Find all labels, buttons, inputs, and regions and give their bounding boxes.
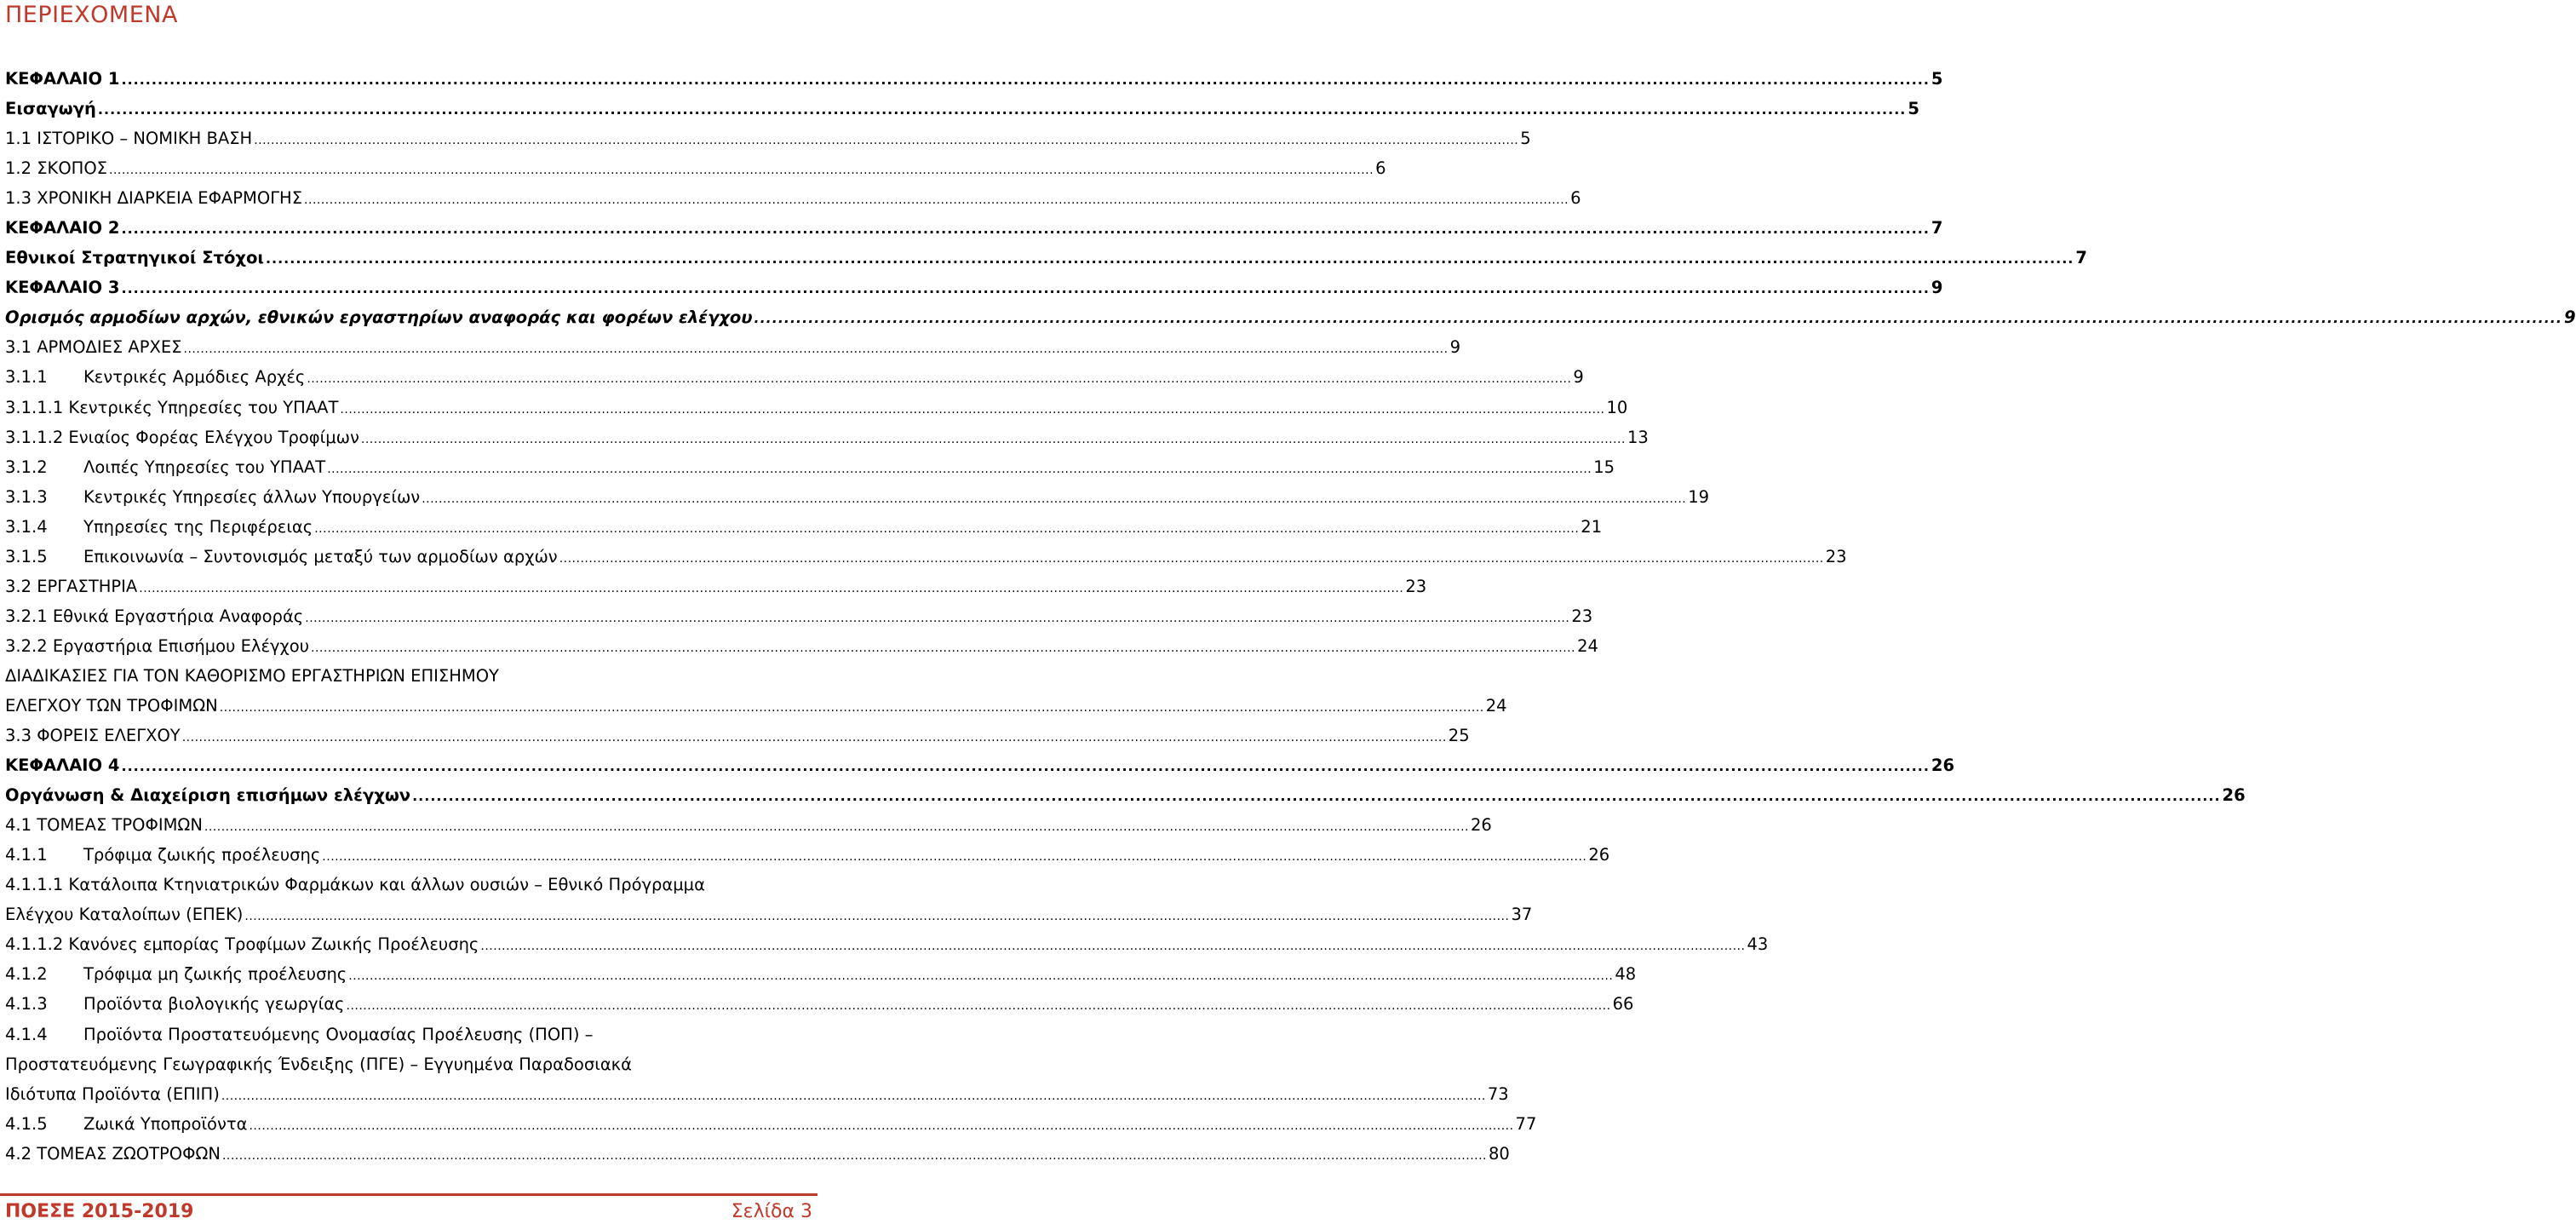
toc-leader-dots: ............................................................................................................................................................................................................................................................................................................: [754, 310, 2562, 327]
toc-entry[interactable]: [5, 691, 1507, 721]
toc-entry-title: [5, 542, 558, 572]
toc-entry[interactable]: [5, 243, 2087, 273]
toc-entry-text: ΔΙΑΔΙΚΑΣΙΕΣ ΓΙΑ ΤΟΝ ΚΑΘΟΡΙΣΜΟ ΕΡΓΑΣΤΗΡΙΩΝ ΕΠΙΣΗΜΟΥ: [5, 665, 499, 686]
toc-entry-text: Εισαγωγή: [5, 99, 96, 119]
toc-entry-number: 3.1.3: [5, 486, 48, 507]
toc-leader-dots: ............................................................................................................................................................................................................................................................................................................: [314, 521, 1580, 536]
footer-document-title: ΠΟΕΣΕ 2015-2019: [5, 1201, 194, 1222]
toc-entry[interactable]: [5, 989, 1634, 1019]
toc-entry[interactable]: [5, 302, 2576, 332]
toc-entry[interactable]: [5, 213, 1943, 243]
toc-leader-dots: ............................................................................................................................................................................................................................................................................................................: [219, 700, 1484, 715]
toc-entry-title: [5, 1139, 221, 1169]
toc-entry[interactable]: [5, 870, 812, 900]
toc-leader-dots: ............................................................................................................................................................................................................................................................................................................: [244, 910, 1510, 924]
toc-entry-title: [5, 362, 305, 392]
toc-leader-dots: ............................................................................................................................................................................................................................................................................................................: [221, 1089, 1486, 1103]
toc-leader-dots: ............................................................................................................................................................................................................................................................................................................: [109, 164, 1374, 178]
toc-page-number: 37: [1511, 905, 1533, 925]
toc-entry-title: [5, 94, 96, 124]
toc-leader-dots: ............................................................................................................................................................................................................................................................................................................: [139, 581, 1404, 595]
toc-entry-title: [5, 213, 119, 243]
toc-entry-text: Προστατευόμενης Γεωγραφικής Ένδειξης (ΠΓΕ) – Εγγυημένα Παραδοσιακά: [5, 1054, 633, 1074]
toc-entry-text: Τρόφιμα μη ζωικής προέλευσης: [83, 964, 347, 985]
toc-entry[interactable]: [5, 94, 1919, 124]
toc-entry[interactable]: [5, 64, 1943, 94]
toc-entry-text: 3.1.1.2 Ενιαίος Φορέας Ελέγχου Τροφίμων: [5, 427, 359, 447]
toc-leader-dots: ............................................................................................................................................................................................................................................................................................................: [121, 280, 1930, 297]
toc-entry-title: [5, 273, 119, 302]
toc-entry-number: 3.1.2: [5, 457, 48, 477]
toc-entry-number: 4.1.5: [5, 1113, 48, 1134]
toc-page-number: 9: [1449, 337, 1460, 358]
toc-entry[interactable]: [5, 900, 1533, 929]
toc-page-number: 10: [1606, 397, 1628, 417]
footer-divider: [0, 1193, 818, 1196]
toc-page-number: 43: [1747, 934, 1769, 955]
toc-entry-text: ΚΕΦΑΛΑΙΟ 1: [5, 69, 120, 89]
toc-page-number: 25: [1448, 726, 1470, 746]
toc-leader-dots: ............................................................................................................................................................................................................................................................................................................: [348, 969, 1614, 984]
toc-page-number: 26: [1588, 845, 1610, 865]
toc-entry-text: Εθνικοί Στρατηγικοί Στόχοι: [5, 248, 264, 268]
toc-entry-text: 3.1.1.1 Κεντρικές Υπηρεσίες του ΥΠΑΑΤ: [5, 397, 339, 417]
toc-entry-title: [5, 452, 325, 482]
toc-entry-text: 4.1.1.2 Κανόνες εμπορίας Τροφίμων Ζωικής Προέλευσης: [5, 934, 479, 955]
toc-entry-title: [5, 601, 303, 631]
toc-entry-title: [5, 482, 420, 512]
toc-entry-text: 1.3 ΧΡΟΝΙΚΗ ΔΙΑΡΚΕΙΑ ΕΦΑΡΜΟΓΗΣ: [5, 188, 303, 209]
toc-page-number: 9: [2563, 308, 2576, 328]
toc-entry[interactable]: [5, 422, 1649, 452]
toc-entry[interactable]: [5, 810, 1492, 840]
toc-entry-text: ΚΕΦΑΛΑΙΟ 3: [5, 278, 120, 298]
toc-entry-text: Προϊόντα βιολογικής γεωργίας: [83, 994, 345, 1014]
toc-entry-text: Κεντρικές Αρμόδιες Αρχές: [83, 367, 306, 388]
toc-entry-text: Οργάνωση & Διαχείριση επισήμων ελέγχων: [5, 785, 411, 806]
table-of-contents: [5, 64, 2576, 1169]
toc-entry[interactable]: [5, 362, 1584, 392]
toc-entry[interactable]: [5, 959, 1637, 989]
toc-page-number: 26: [2222, 785, 2246, 806]
toc-entry-title: [5, 183, 302, 213]
toc-entry-text: Υπηρεσίες της Περιφέρειας: [83, 516, 313, 537]
toc-entry-title: [5, 631, 309, 661]
toc-page-number: 77: [1515, 1113, 1537, 1134]
toc-page-number: 24: [1577, 635, 1598, 656]
toc-entry[interactable]: [5, 1139, 1510, 1169]
toc-page-number: 26: [1931, 756, 1955, 776]
toc-entry-text: 4.2 ΤΟΜΕΑΣ ΖΩΟΤΡΟΦΩΝ: [5, 1143, 221, 1164]
toc-entry-text: 3.1 ΑΡΜΟΔΙΕΣ ΑΡΧΕΣ: [5, 337, 182, 358]
toc-leader-dots: ............................................................................................................................................................................................................................................................................................................: [422, 491, 1687, 506]
toc-entry-text: 1.1 ΙΣΤΟΡΙΚΟ – ΝΟΜΙΚΗ ΒΑΣΗ: [5, 129, 253, 149]
toc-entry-text: 3.3 ΦΟΡΕΙΣ ΕΛΕΓΧΟΥ: [5, 726, 181, 746]
toc-entry-text: ΚΕΦΑΛΑΙΟ 4: [5, 756, 120, 776]
toc-entry-number: 4.1.3: [5, 994, 48, 1014]
toc-page-number: 23: [1405, 576, 1427, 596]
toc-entry[interactable]: [5, 393, 1628, 422]
toc-leader-dots: ............................................................................................................................................................................................................................................................................................................: [254, 134, 1519, 148]
toc-entry[interactable]: [5, 273, 1943, 302]
toc-page-number: 66: [1612, 994, 1634, 1014]
toc-entry-number: 4.1.4: [5, 1024, 48, 1044]
toc-entry-text: Επικοινωνία – Συντονισμός μεταξύ των αρμοδίων αρχών: [83, 546, 558, 566]
toc-entry-text: 1.2 ΣΚΟΠΟΣ: [5, 158, 107, 179]
toc-entry-title: [5, 959, 347, 989]
toc-entry[interactable]: [5, 721, 1470, 750]
toc-leader-dots: ............................................................................................................................................................................................................................................................................................................: [121, 72, 1930, 88]
toc-entry-title: [5, 810, 203, 840]
toc-entry[interactable]: [5, 1109, 1537, 1139]
toc-page-number: 24: [1485, 695, 1507, 716]
toc-entry-title: [5, 64, 119, 94]
toc-page-number: 15: [1593, 457, 1615, 477]
toc-entry[interactable]: [5, 1049, 812, 1079]
toc-entry-text: Ελέγχου Καταλοίπων (ΕΠΕΚ): [5, 905, 244, 925]
toc-entry-text: 3.2.2 Εργαστήρια Επισήμου Ελέγχου: [5, 635, 310, 656]
toc-page-number: 6: [1375, 158, 1386, 179]
toc-page-number: 5: [1908, 99, 1919, 119]
toc-entry-title: [5, 929, 479, 959]
toc-entry[interactable]: [5, 1020, 812, 1049]
toc-entry-title: [5, 124, 252, 153]
toc-entry-title: [5, 691, 218, 721]
toc-entry-title: [5, 393, 338, 422]
toc-entry[interactable]: [5, 512, 1603, 542]
toc-page-number: 9: [1573, 367, 1584, 388]
toc-leader-dots: ............................................................................................................................................................................................................................................................................................................: [322, 850, 1587, 865]
toc-entry-number: 3.1.5: [5, 546, 48, 566]
toc-entry-text: 4.1.1.1 Κατάλοιπα Κτηνιατρικών Φαρμάκων και άλλων ουσιών – Εθνικό Πρόγραμμα: [5, 875, 705, 895]
toc-entry-title: [5, 572, 137, 601]
toc-page-number: 7: [1931, 218, 1943, 239]
toc-entry-text: 3.2.1 Εθνικά Εργαστήρια Αναφοράς: [5, 606, 304, 626]
toc-entry[interactable]: [5, 332, 1460, 362]
toc-entry-title: [5, 302, 753, 332]
toc-entry-text: ΚΕΦΑΛΑΙΟ 2: [5, 218, 120, 239]
toc-entry[interactable]: [5, 1079, 1509, 1109]
toc-entry-title: [5, 512, 313, 542]
toc-leader-dots: ............................................................................................................................................................................................................................................................................................................: [360, 432, 1626, 446]
toc-leader-dots: ............................................................................................................................................................................................................................................................................................................: [304, 193, 1569, 208]
toc-entry[interactable]: [5, 750, 1955, 780]
toc-page-number: 73: [1487, 1083, 1509, 1104]
toc-entry-number: 4.1.2: [5, 964, 48, 985]
toc-entry[interactable]: [5, 601, 1593, 631]
toc-entry-text: Τρόφιμα ζωικής προέλευσης: [83, 845, 321, 865]
toc-entry-text: 4.1 ΤΟΜΕΑΣ ΤΡΟΦΙΜΩΝ: [5, 815, 203, 836]
toc-leader-dots: ............................................................................................................................................................................................................................................................................................................: [307, 372, 1572, 387]
toc-entry-text: Προϊόντα Προστατευόμενης Ονομασίας Προέλευσης (ΠΟΠ) –: [83, 1024, 594, 1044]
toc-leader-dots: ............................................................................................................................................................................................................................................................................................................: [121, 221, 1930, 238]
toc-entry-title: [5, 332, 182, 362]
toc-entry[interactable]: [5, 153, 1386, 183]
toc-page-number: 5: [1520, 129, 1531, 149]
toc-entry[interactable]: [5, 780, 2246, 810]
toc-leader-dots: ............................................................................................................................................................................................................................................................................................................: [340, 402, 1605, 417]
footer-page-number: Σελίδα 3: [731, 1201, 812, 1222]
toc-entry-title: [5, 750, 119, 780]
toc-entry-text: Λοιπές Υπηρεσίες του ΥΠΑΑΤ: [83, 457, 326, 477]
toc-entry[interactable]: [5, 929, 1769, 959]
toc-page-number: 48: [1615, 964, 1637, 985]
toc-entry[interactable]: [5, 452, 1615, 482]
toc-leader-dots: ............................................................................................................................................................................................................................................................................................................: [181, 731, 1447, 745]
toc-leader-dots: ............................................................................................................................................................................................................................................................................................................: [121, 758, 1930, 775]
toc-page-number: 23: [1825, 546, 1847, 566]
toc-entry-text: Κεντρικές Υπηρεσίες άλλων Υπουργείων: [83, 486, 421, 507]
toc-page-number: 9: [1931, 278, 1943, 298]
toc-page-number: 13: [1626, 427, 1649, 447]
toc-entry[interactable]: [5, 124, 1531, 153]
toc-entry-title: [5, 840, 320, 870]
toc-leader-dots: ............................................................................................................................................................................................................................................................................................................: [97, 101, 1907, 118]
toc-page-number: 21: [1581, 516, 1603, 537]
toc-entry-title: [5, 1079, 220, 1109]
toc-entry-number: 4.1.1: [5, 845, 48, 865]
toc-leader-dots: ............................................................................................................................................................................................................................................................................................................: [412, 788, 2221, 805]
toc-entry[interactable]: [5, 183, 1581, 213]
toc-entry-number: 3.1.1: [5, 367, 48, 388]
toc-entry-text: Ζωικά Υποπροϊόντα: [83, 1113, 248, 1134]
toc-leader-dots: ............................................................................................................................................................................................................................................................................................................: [311, 641, 1576, 655]
toc-leader-dots: ............................................................................................................................................................................................................................................................................................................: [327, 462, 1592, 476]
toc-leader-dots: ............................................................................................................................................................................................................................................................................................................: [305, 611, 1570, 625]
toc-leader-dots: ............................................................................................................................................................................................................................................................................................................: [249, 1118, 1514, 1133]
toc-entry-title: [5, 870, 705, 900]
toc-entry-title: [5, 1109, 247, 1139]
toc-entry[interactable]: [5, 542, 1847, 572]
toc-entry-number: 3.1.4: [5, 516, 48, 537]
toc-entry-text: Ορισμός αρμοδίων αρχών, εθνικών εργαστηρίων αναφοράς και φορέων ελέγχου: [5, 308, 753, 328]
toc-entry-title: [5, 661, 499, 691]
toc-entry-title: [5, 721, 181, 750]
toc-entry[interactable]: [5, 572, 1427, 601]
toc-leader-dots: ............................................................................................................................................................................................................................................................................................................: [204, 820, 1469, 835]
toc-leader-dots: ............................................................................................................................................................................................................................................................................................................: [480, 940, 1746, 954]
toc-leader-dots: ............................................................................................................................................................................................................................................................................................................: [183, 342, 1449, 357]
toc-entry-title: [5, 780, 410, 810]
toc-leader-dots: ............................................................................................................................................................................................................................................................................................................: [221, 1148, 1488, 1163]
toc-entry-title: [5, 1020, 593, 1049]
toc-entry[interactable]: [5, 661, 812, 691]
toc-page-number: 6: [1570, 188, 1581, 209]
toc-entry-title: [5, 989, 345, 1019]
toc-page-number: 19: [1688, 486, 1710, 507]
toc-entry[interactable]: [5, 840, 1610, 870]
toc-page-number: 26: [1470, 815, 1492, 836]
toc-leader-dots: ............................................................................................................................................................................................................................................................................................................: [265, 250, 2074, 267]
toc-entry-title: [5, 900, 243, 929]
toc-page-number: 5: [1931, 69, 1943, 89]
toc-page-number: 80: [1489, 1143, 1510, 1164]
page-title: ΠΕΡΙΕΧΟΜΕΝΑ: [5, 2, 178, 28]
toc-entry-text: 3.2 ΕΡΓΑΣΤΗΡΙΑ: [5, 576, 138, 596]
toc-entry[interactable]: [5, 631, 1598, 661]
toc-entry-title: [5, 243, 264, 273]
toc-entry[interactable]: [5, 482, 1710, 512]
toc-entry-title: [5, 153, 107, 183]
toc-entry-title: [5, 422, 359, 452]
toc-leader-dots: ............................................................................................................................................................................................................................................................................................................: [559, 551, 1824, 566]
toc-entry-text: Ιδιότυπα Προϊόντα (ΕΠΙΠ): [5, 1083, 220, 1104]
toc-entry-title: [5, 1049, 632, 1079]
toc-leader-dots: ............................................................................................................................................................................................................................................................................................................: [346, 999, 1611, 1014]
toc-page-number: 7: [2075, 248, 2087, 268]
toc-entry-text: ΕΛΕΓΧΟΥ ΤΩΝ ΤΡΟΦΙΜΩΝ: [5, 695, 218, 716]
toc-page-number: 23: [1571, 606, 1593, 626]
